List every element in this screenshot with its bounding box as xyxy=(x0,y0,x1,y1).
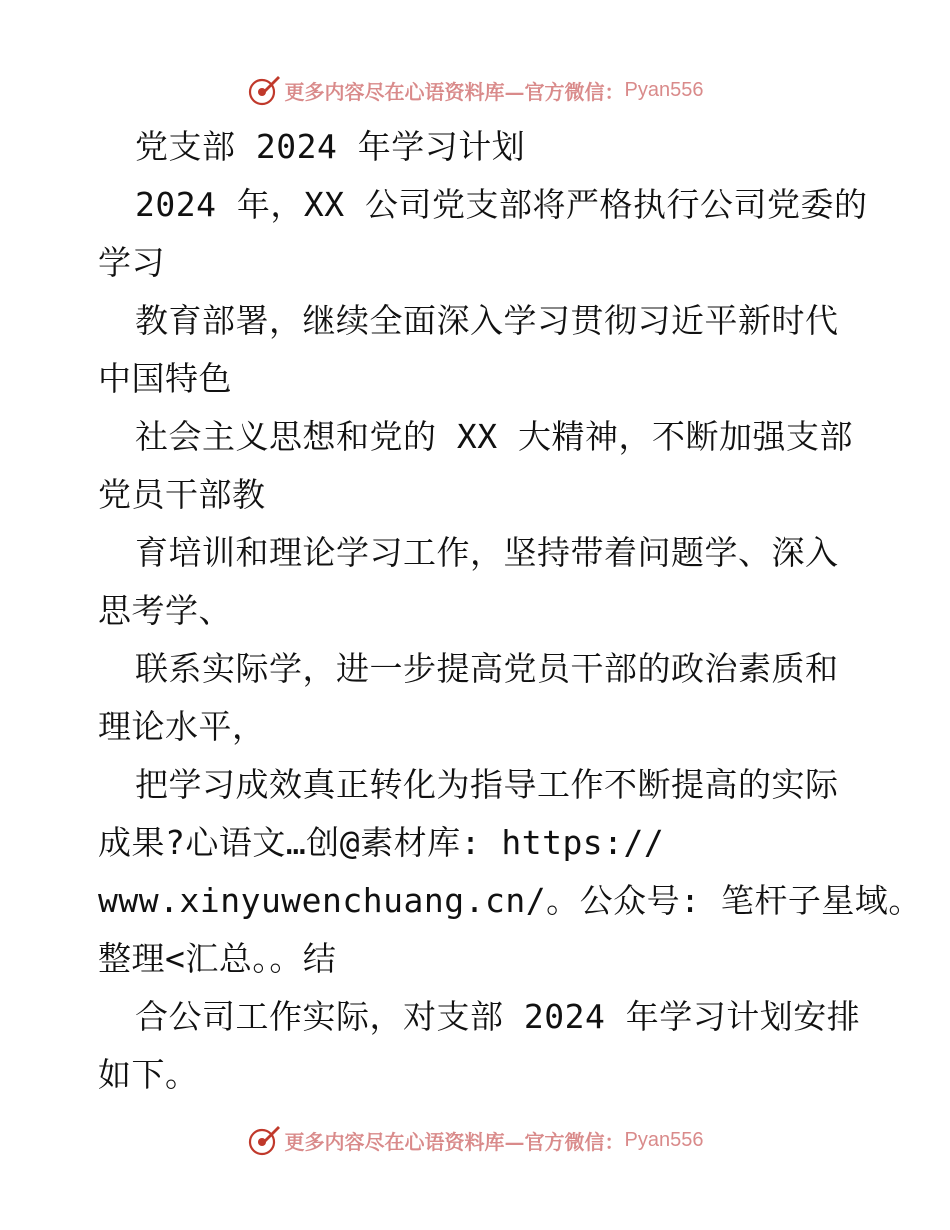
footer-watermark-banner xyxy=(0,1120,950,1160)
text-line: 成果?心语文…创@素材库: https:// xyxy=(98,823,665,862)
text-line: 中国特色 xyxy=(98,359,232,398)
pen-logo-icon xyxy=(247,73,281,107)
banner-wechat-id: Pyan556 xyxy=(624,78,704,101)
text-line: 学习 xyxy=(98,243,165,282)
text-line: 把学习成效真正转化为指导工作不断提高的实际 xyxy=(135,765,839,804)
text-line: 联系实际学，进一步提高党员干部的政治素质和 xyxy=(135,649,839,688)
text-line: 教育部署，继续全面深入学习贯彻习近平新时代 xyxy=(135,301,839,340)
header-watermark-banner xyxy=(0,70,950,110)
text-line: 如下。 xyxy=(98,1055,199,1094)
pen-logo-icon xyxy=(247,1123,281,1157)
banner-wechat-id: Pyan556 xyxy=(624,1128,704,1151)
text-line: 整理<汇总。。结 xyxy=(98,939,337,978)
banner-text: 更多内容尽在心语资料库—官方微信： xyxy=(284,1129,625,1154)
text-line: 理论水平， xyxy=(98,707,266,746)
text-line: www.xinyuwenchuang.cn/。公众号: 笔杆子星域。 xyxy=(98,881,922,920)
document-body xyxy=(98,118,922,1104)
text-line: 合公司工作实际，对支部 2024 年学习计划安排 xyxy=(135,997,861,1036)
text-line: 2024 年，XX 公司党支部将严格执行公司党委的 xyxy=(135,185,868,224)
text-line: 社会主义思想和党的 XX 大精神，不断加强支部 xyxy=(135,417,853,456)
text-line: 党员干部教 xyxy=(98,475,266,514)
text-line: 育培训和理论学习工作，坚持带着问题学、深入 xyxy=(135,533,839,572)
text-line: 思考学、 xyxy=(98,591,232,630)
banner-text: 更多内容尽在心语资料库—官方微信： xyxy=(284,79,625,104)
document-title: 党支部 2024 年学习计划 xyxy=(135,127,526,166)
